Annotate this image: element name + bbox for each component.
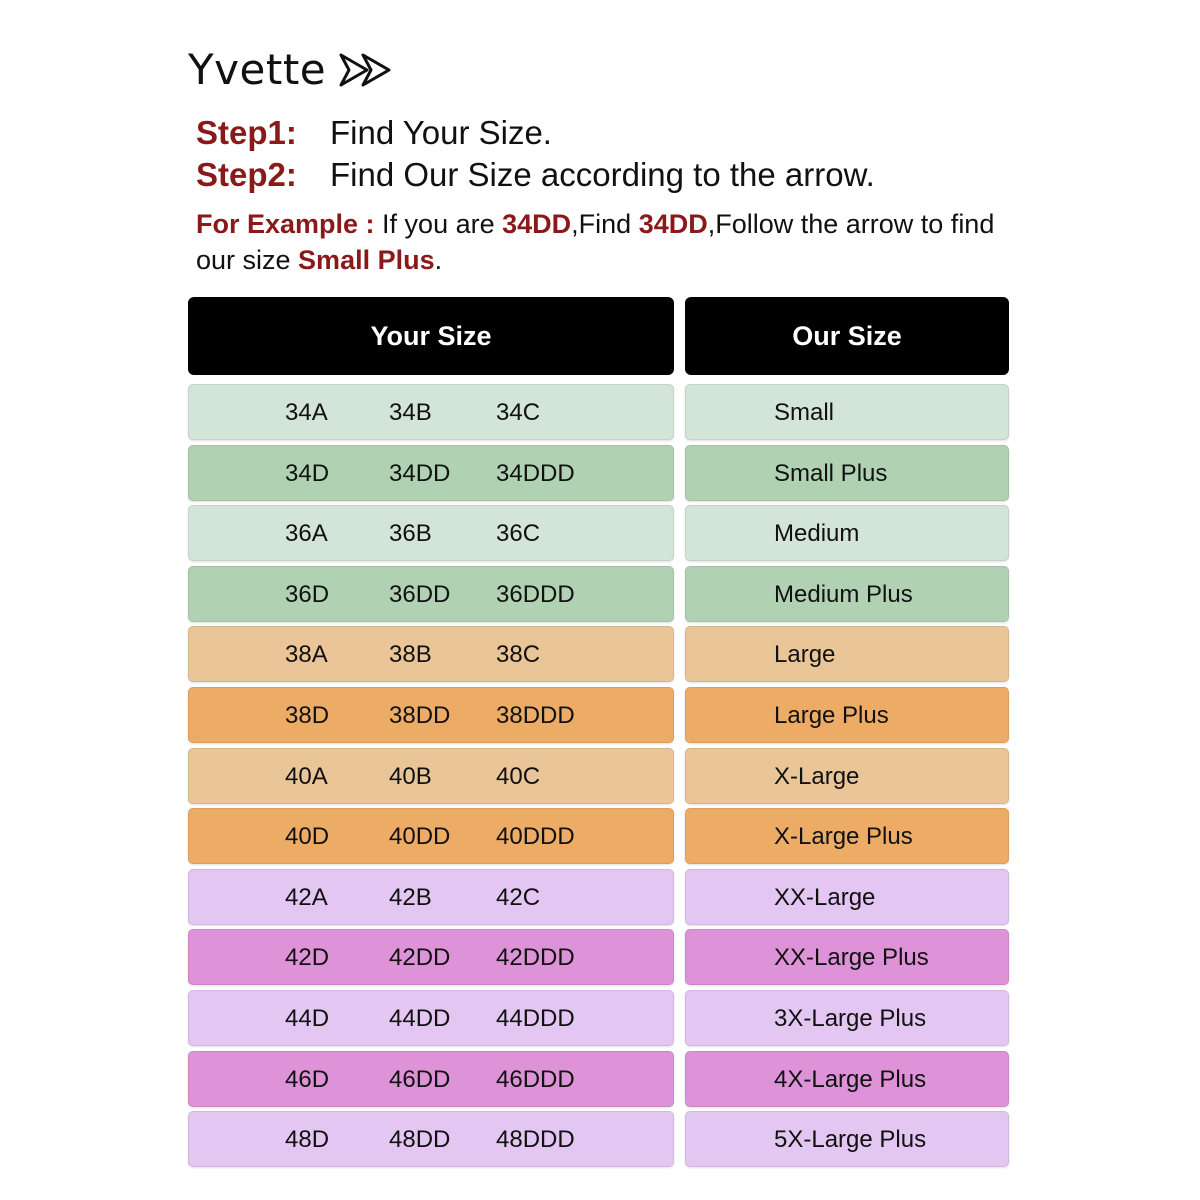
our-size-row — [685, 626, 1009, 682]
your-size-cell: 42D — [285, 944, 330, 971]
your-size-cell: 36C — [496, 520, 541, 547]
our-size-row — [685, 445, 1009, 501]
step-1-label: Step1: — [196, 114, 297, 151]
your-size-row — [188, 929, 674, 985]
your-size-header: Your Size — [188, 297, 674, 375]
your-size-cell: 48DDD — [496, 1126, 575, 1153]
our-size-row — [685, 748, 1009, 804]
your-size-row — [188, 990, 674, 1046]
your-size-cell: 38B — [389, 641, 432, 668]
your-size-cell: 44D — [285, 1005, 330, 1032]
your-size-cell: 34DD — [389, 460, 451, 487]
your-size-cell: 36DDD — [496, 581, 575, 608]
our-size-row — [685, 990, 1009, 1046]
step-2-label: Step2: — [196, 156, 297, 193]
your-size-cell: 48DD — [389, 1126, 451, 1153]
our-size-cell: X-Large — [774, 763, 860, 790]
our-size-cell: XX-Large — [774, 884, 876, 911]
our-size-cell: 4X-Large Plus — [774, 1066, 927, 1093]
our-size-cell: Small — [774, 399, 835, 426]
your-size-cell: 38DD — [389, 702, 451, 729]
example-part-1: If you are — [374, 209, 503, 239]
example-prefix: For Example : — [196, 209, 375, 239]
your-size-cell: 38D — [285, 702, 330, 729]
our-size-row — [685, 1051, 1009, 1107]
your-size-cell: 40DD — [389, 823, 451, 850]
our-size-row — [685, 1111, 1009, 1167]
your-size-cell: 46DD — [389, 1066, 451, 1093]
example-result: Small Plus — [298, 245, 435, 275]
our-size-row — [685, 505, 1009, 561]
your-size-cell: 42A — [285, 884, 328, 911]
our-size-row — [685, 808, 1009, 864]
example-part-4: . — [434, 245, 443, 275]
your-size-cell: 48D — [285, 1126, 330, 1153]
your-size-row — [188, 687, 674, 743]
double-arrow-icon — [338, 50, 394, 90]
our-size-row — [685, 687, 1009, 743]
your-size-cell: 34D — [285, 460, 330, 487]
your-size-cell: 36DD — [389, 581, 451, 608]
our-size-cell: Medium — [774, 520, 860, 547]
your-size-cell: 40C — [496, 763, 541, 790]
your-size-cell: 34DDD — [496, 460, 575, 487]
your-size-cell: 36D — [285, 581, 330, 608]
your-size-row — [188, 384, 674, 440]
our-size-cell: Medium Plus — [774, 581, 913, 608]
our-size-cell: 5X-Large Plus — [774, 1126, 927, 1153]
our-size-cell: X-Large Plus — [774, 823, 913, 850]
your-size-cell: 34B — [389, 399, 432, 426]
example-part-2: ,Find — [571, 209, 639, 239]
your-size-cell: 46D — [285, 1066, 330, 1093]
our-size-cell: 3X-Large Plus — [774, 1005, 927, 1032]
our-size-row — [685, 384, 1009, 440]
our-size-row — [685, 929, 1009, 985]
your-size-cell: 36A — [285, 520, 328, 547]
brand-logo — [188, 44, 394, 96]
your-size-row — [188, 808, 674, 864]
our-size-row — [685, 566, 1009, 622]
our-size-header: Our Size — [685, 297, 1009, 375]
your-size-cell: 44DD — [389, 1005, 451, 1032]
brand-name: Yvette — [188, 45, 327, 94]
step-1-text: Find Your Size. — [330, 114, 552, 151]
step-2-text: Find Our Size according to the arrow. — [330, 156, 875, 193]
your-size-cell: 40B — [389, 763, 432, 790]
example-size-1: 34DD — [502, 209, 572, 239]
your-size-row — [188, 626, 674, 682]
example-size-2: 34DD — [638, 209, 708, 239]
your-size-row — [188, 566, 674, 622]
your-size-cell: 38C — [496, 641, 541, 668]
your-size-cell: 40DDD — [496, 823, 575, 850]
your-size-row — [188, 505, 674, 561]
your-size-row — [188, 748, 674, 804]
step-2 — [196, 156, 875, 194]
your-size-cell: 34A — [285, 399, 328, 426]
step-1 — [196, 114, 552, 152]
your-size-cell: 42B — [389, 884, 432, 911]
your-size-row — [188, 1111, 674, 1167]
our-size-cell: XX-Large Plus — [774, 944, 929, 971]
your-size-row — [188, 1051, 674, 1107]
our-size-cell: Large — [774, 641, 836, 668]
your-size-cell: 40D — [285, 823, 330, 850]
your-size-cell: 38DDD — [496, 702, 575, 729]
your-size-row — [188, 445, 674, 501]
your-size-cell: 42C — [496, 884, 541, 911]
your-size-row — [188, 869, 674, 925]
example-part-3: ,Follow the arrow to find our size — [196, 209, 995, 275]
our-size-cell: Small Plus — [774, 460, 888, 487]
our-size-cell: Large Plus — [774, 702, 889, 729]
your-size-cell: 42DD — [389, 944, 451, 971]
example-text — [196, 206, 1016, 278]
your-size-cell: 36B — [389, 520, 432, 547]
your-size-cell: 34C — [496, 399, 541, 426]
your-size-cell: 44DDD — [496, 1005, 575, 1032]
your-size-cell: 42DDD — [496, 944, 575, 971]
your-size-cell: 46DDD — [496, 1066, 575, 1093]
your-size-cell: 40A — [285, 763, 328, 790]
our-size-row — [685, 869, 1009, 925]
your-size-cell: 38A — [285, 641, 328, 668]
